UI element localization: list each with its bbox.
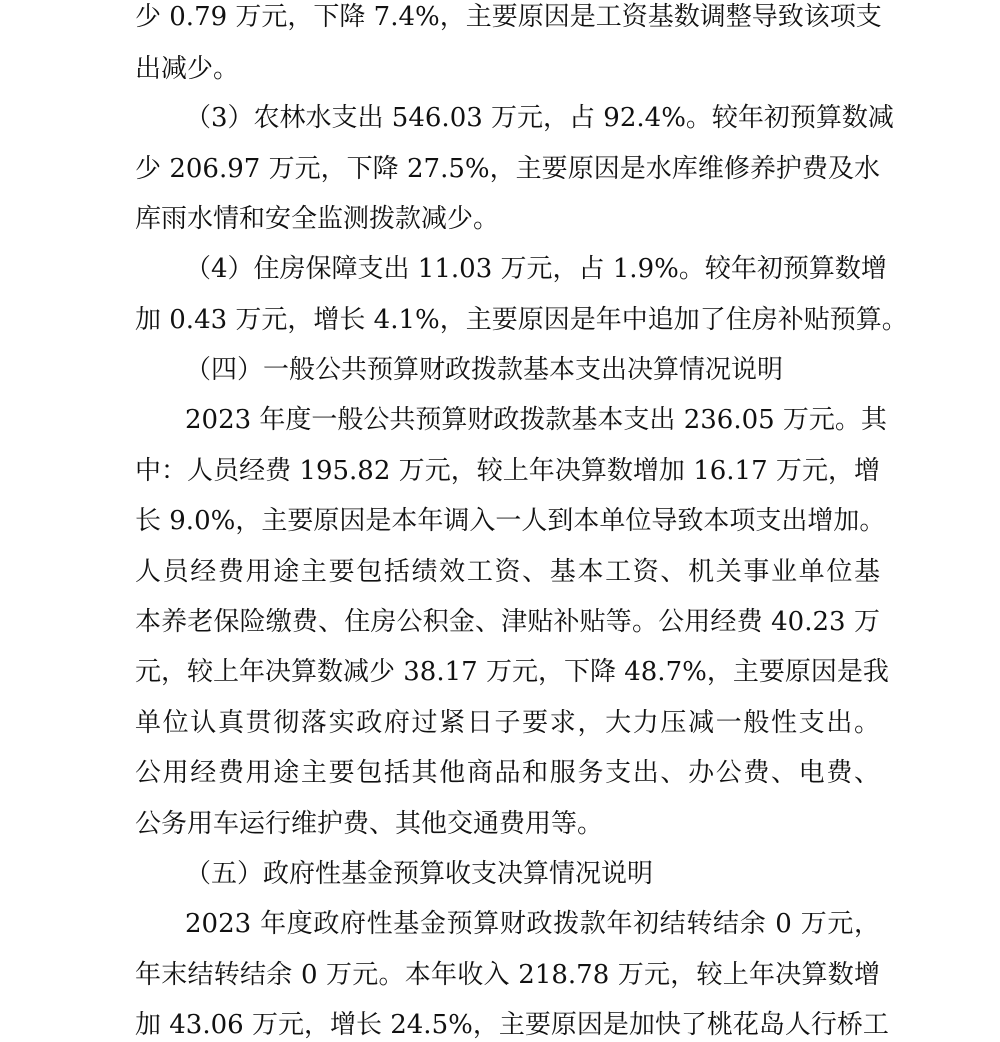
text-line-4: 少 206.97 万元，下降 27.5%，主要原因是水库维修养护费及水 xyxy=(135,154,880,184)
text-line-13: 本养老保险缴费、住房公积金、津贴补贴等。公用经费 40.23 万 xyxy=(135,607,880,637)
text-line-11: 长 9.0%，主要原因是本年调入一人到本单位导致本项支出增加。 xyxy=(135,506,886,536)
text-line-3: （3）农林水支出 546.03 万元，占 92.4%。较年初预算数减 xyxy=(185,103,894,133)
text-line-14: 元，较上年决算数减少 38.17 万元，下降 48.7%，主要原因是我 xyxy=(135,657,889,687)
text-line-20: 年末结转结余 0 万元。本年收入 218.78 万元，较上年决算数增 xyxy=(135,960,880,990)
text-line-19: 2023 年度政府性基金预算财政拨款年初结转结余 0 万元， xyxy=(185,909,880,939)
text-line-6: （4）住房保障支出 11.03 万元，占 1.9%。较年初预算数增 xyxy=(185,254,887,284)
text-line-1: 少 0.79 万元，下降 7.4%，主要原因是工资基数调整导致该项支 xyxy=(135,2,882,32)
text-line-12: 人员经费用途主要包括绩效工资、基本工资、机关事业单位基 xyxy=(135,557,880,587)
text-line-10: 中：人员经费 195.82 万元，较上年决算数增加 16.17 万元，增 xyxy=(135,456,880,486)
text-line-16: 公用经费用途主要包括其他商品和服务支出、办公费、电费、 xyxy=(135,758,880,788)
text-line-21: 加 43.06 万元，增长 24.5%，主要原因是加快了桃花岛人行桥工 xyxy=(135,1010,889,1040)
text-line-15: 单位认真贯彻落实政府过紧日子要求，大力压减一般性支出。 xyxy=(135,708,880,738)
section-heading-4: （四）一般公共预算财政拨款基本支出决算情况说明 xyxy=(185,355,784,385)
text-line-7: 加 0.43 万元，增长 4.1%，主要原因是年中追加了住房补贴预算。 xyxy=(135,305,908,335)
text-line-9: 2023 年度一般公共预算财政拨款基本支出 236.05 万元。其 xyxy=(185,405,887,435)
text-line-2: 出减少。 xyxy=(135,54,240,84)
text-line-17: 公务用车运行维护费、其他交通费用等。 xyxy=(135,809,604,839)
section-heading-5: （五）政府性基金预算收支决算情况说明 xyxy=(185,859,654,889)
text-line-5: 库雨水情和安全监测拨款减少。 xyxy=(135,204,500,234)
